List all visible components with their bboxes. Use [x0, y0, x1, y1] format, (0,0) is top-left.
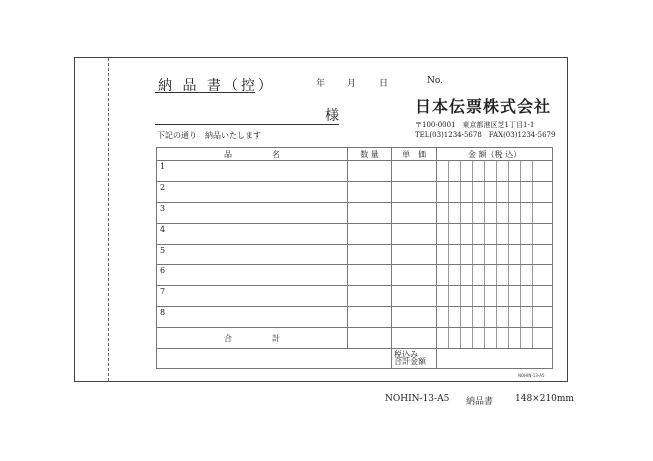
quantity-cell[interactable] — [348, 244, 392, 265]
customer-name-line — [155, 124, 339, 125]
header-quantity: 数 量 — [348, 148, 392, 161]
footer-size: 148×210mm — [515, 394, 574, 404]
unit-price-cell[interactable] — [392, 181, 437, 202]
header-amount: 金 額（税 込） — [437, 148, 553, 161]
table-row — [157, 307, 553, 328]
table-row — [157, 181, 553, 202]
table-row — [157, 161, 553, 182]
unit-price-cell[interactable] — [392, 202, 437, 223]
footer-name: 納品書 — [466, 397, 494, 407]
quantity-cell[interactable] — [348, 307, 392, 328]
total-row — [157, 328, 553, 349]
header-item-name: 品 名 — [157, 148, 348, 161]
table-row — [157, 202, 553, 223]
quantity-cell[interactable] — [348, 181, 392, 202]
items-table — [156, 147, 553, 369]
table-row — [157, 244, 553, 265]
tax-total-label: 税込み 合計金額 — [392, 349, 437, 369]
day-label: 日 — [379, 79, 389, 89]
month-label: 月 — [347, 79, 357, 89]
total-label: 合 計 — [157, 328, 348, 349]
table-row — [157, 286, 553, 307]
unit-price-cell[interactable] — [392, 286, 437, 307]
title-underline — [155, 92, 255, 93]
table-header-row — [157, 148, 553, 161]
honorific-label: 様 — [325, 108, 339, 124]
table-row — [157, 223, 553, 244]
row-number: 3 — [157, 202, 348, 223]
header-unit-price: 単 価 — [392, 148, 437, 161]
row-number: 4 — [157, 223, 348, 244]
year-label: 年 — [316, 79, 326, 89]
row-number: 6 — [157, 265, 348, 286]
table-row — [157, 265, 553, 286]
unit-price-cell[interactable] — [392, 307, 437, 328]
quantity-cell[interactable] — [348, 286, 392, 307]
quantity-cell[interactable] — [348, 223, 392, 244]
row-number: 7 — [157, 286, 348, 307]
unit-price-cell[interactable] — [392, 265, 437, 286]
company-phone: TEL(03)1234-5678 FAX(03)1234-5679 — [415, 131, 556, 139]
delivery-note-form — [74, 57, 568, 382]
row-number: 2 — [157, 181, 348, 202]
row-number: 5 — [157, 244, 348, 265]
company-name: 日本伝票株式会社 — [415, 97, 552, 116]
quantity-cell[interactable] — [348, 265, 392, 286]
unit-price-cell[interactable] — [392, 223, 437, 244]
unit-price-cell[interactable] — [392, 161, 437, 182]
row-number: 8 — [157, 307, 348, 328]
unit-price-cell[interactable] — [392, 244, 437, 265]
intro-text: 下記の通り 納品いたします — [157, 131, 261, 140]
tax-total-row — [157, 349, 553, 369]
form-code-small: NOHIN-13-A5 — [518, 373, 545, 378]
tax-total-value[interactable] — [437, 349, 553, 369]
quantity-cell[interactable] — [348, 202, 392, 223]
number-label: No. — [427, 76, 443, 86]
footer-code: NOHIN-13-A5 — [385, 394, 450, 404]
perforation-line — [108, 58, 109, 381]
row-number: 1 — [157, 161, 348, 182]
company-address: 〒100-0001 東京都港区芝1丁目1-1 — [415, 121, 535, 129]
form-title: 納 品 書（控） — [158, 78, 275, 94]
quantity-cell[interactable] — [348, 161, 392, 182]
